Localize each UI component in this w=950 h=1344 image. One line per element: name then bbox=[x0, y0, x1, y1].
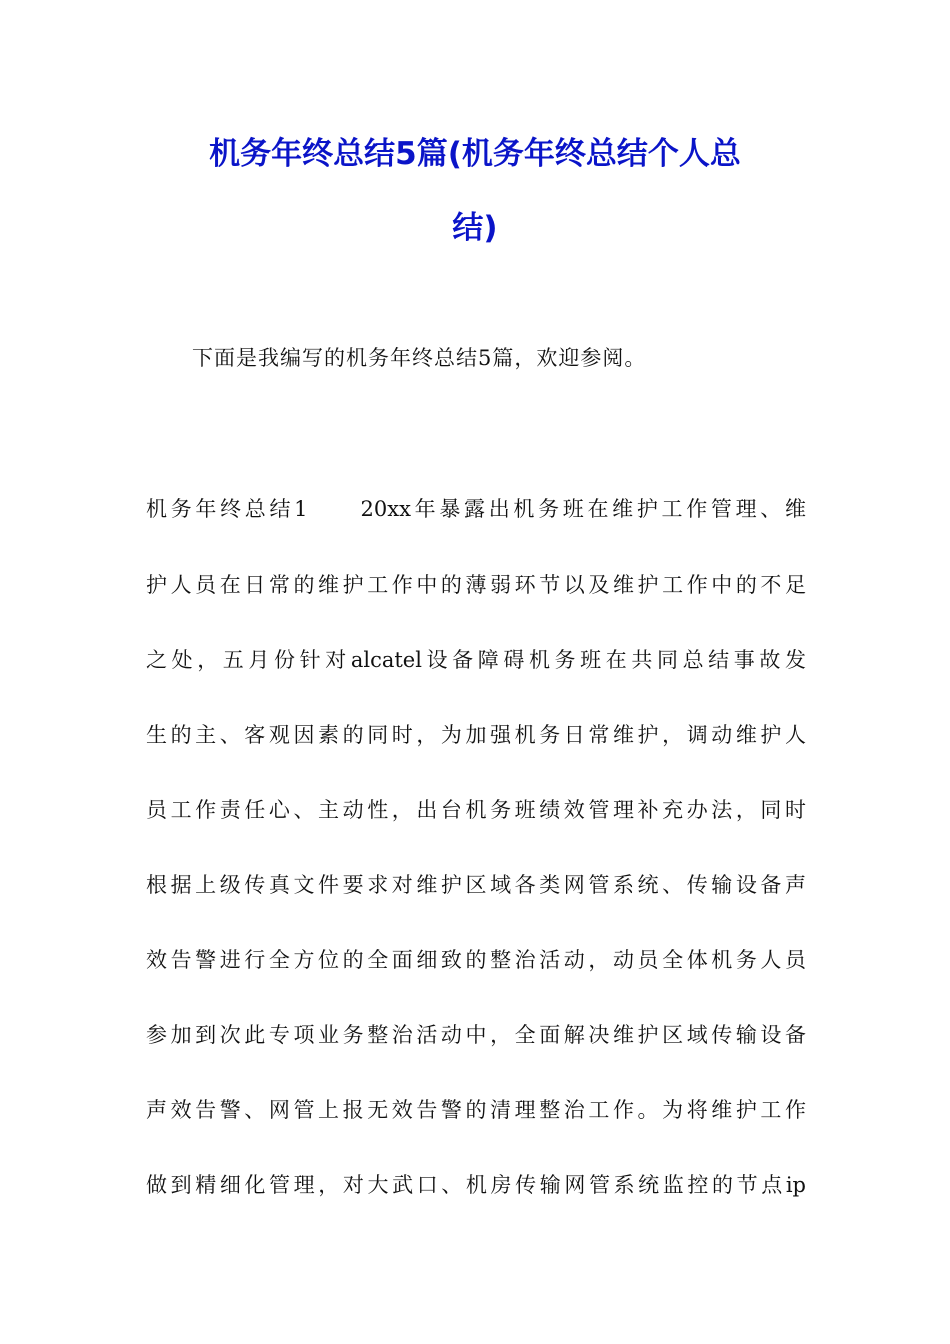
body-line-1: 机务年终总结1 20xx年暴露出机务班在维护工作管理、维 bbox=[146, 497, 806, 521]
body-line-2: 护人员在日常的维护工作中的薄弱环节以及维护工作中的不足 bbox=[146, 573, 806, 597]
body-line-6: 根据上级传真文件要求对维护区域各类网管系统、传输设备声 bbox=[146, 873, 806, 897]
document-title-line-2: 结) bbox=[452, 210, 498, 246]
intro-paragraph: 下面是我编写的机务年终总结5篇，欢迎参阅。 bbox=[192, 346, 647, 370]
body-line-3: 之处，五月份针对alcatel设备障碍机务班在共同总结事故发 bbox=[146, 648, 806, 672]
body-line-10: 做到精细化管理，对大武口、机房传输网管系统监控的节点ip bbox=[146, 1173, 806, 1197]
body-line-7: 效告警进行全方位的全面细致的整治活动，动员全体机务人员 bbox=[146, 948, 806, 972]
body-line-9: 声效告警、网管上报无效告警的清理整治工作。为将维护工作 bbox=[146, 1098, 806, 1122]
body-line-5: 员工作责任心、主动性，出台机务班绩效管理补充办法，同时 bbox=[146, 798, 806, 822]
body-line-8: 参加到次此专项业务整治活动中，全面解决维护区域传输设备 bbox=[146, 1023, 806, 1047]
body-line-4: 生的主、客观因素的同时，为加强机务日常维护，调动维护人 bbox=[146, 723, 806, 747]
document-title-line-1: 机务年终总结5篇(机务年终总结个人总 bbox=[209, 136, 741, 172]
